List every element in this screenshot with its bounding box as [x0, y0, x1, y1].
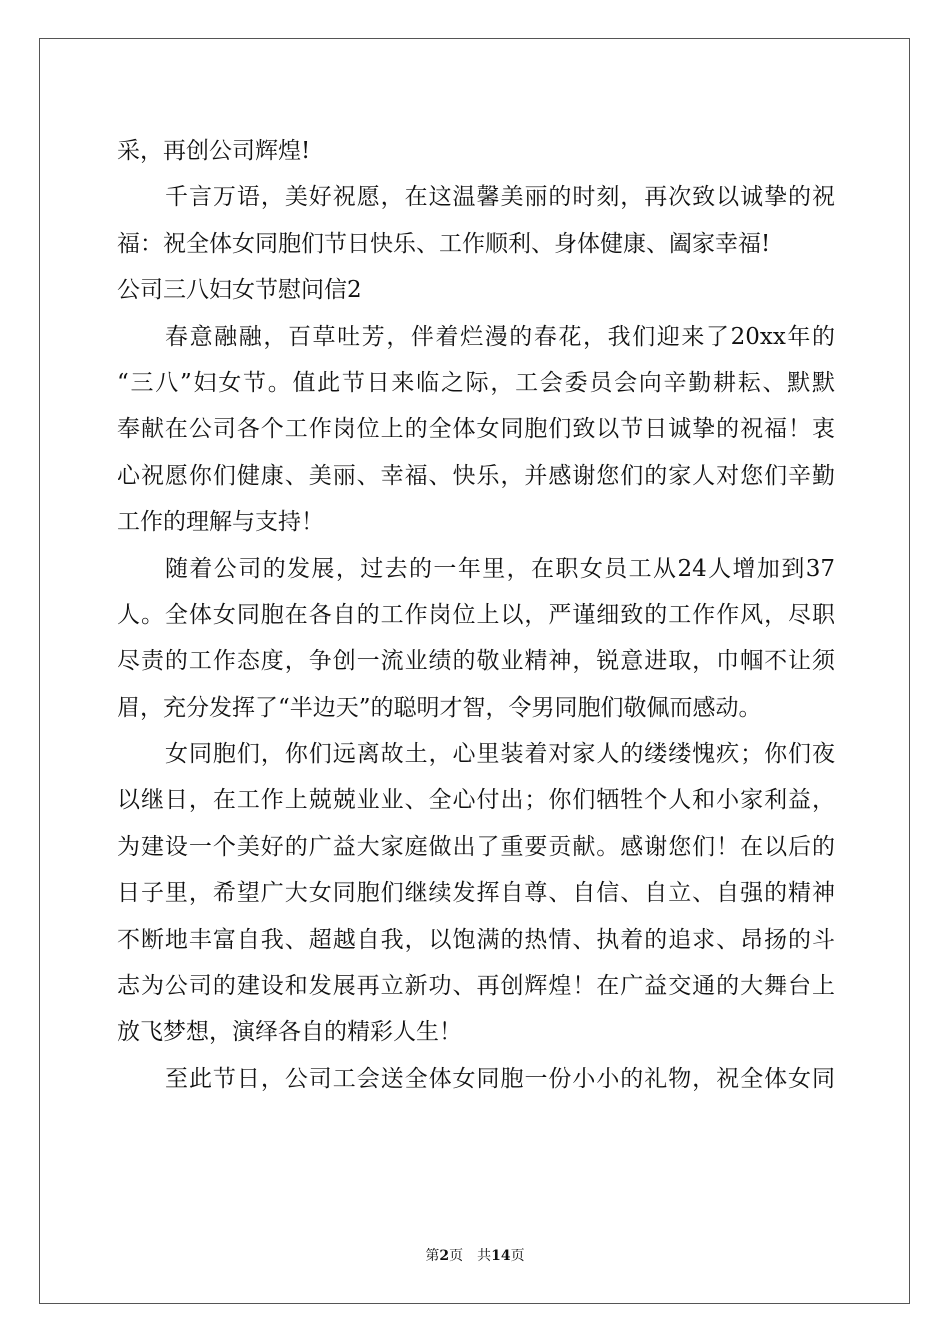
text-line: 心祝愿你们健康、美丽、幸福、快乐，并感谢您们的家人对您们辛勤 — [117, 462, 835, 489]
footer-page-suffix: 页 — [449, 1248, 464, 1264]
text-line: 为建设一个美好的广益大家庭做出了重要贡献。感谢您们！在以后的 — [117, 833, 835, 860]
footer-prefix: 第 — [425, 1248, 440, 1264]
text-line: 奉献在公司各个工作岗位上的全体女同胞们致以节日诚挚的祝福！衷 — [117, 416, 835, 443]
text-line: 工作的理解与支持！ — [117, 509, 324, 536]
text-line: 不断地丰富自我、超越自我，以饱满的热情、执着的追求、昂扬的斗 — [117, 926, 835, 953]
document-body — [117, 128, 835, 1102]
text-line: 放飞梦想，演绎各自的精彩人生！ — [117, 1019, 462, 1046]
text-line: 千言万语，美好祝愿，在这温馨美丽的时刻，再次致以诚挚的祝 — [165, 184, 835, 211]
text-line: 以继日，在工作上兢兢业业、全心付出；你们牺牲个人和小家利益， — [117, 787, 835, 814]
text-line: 人。全体女同胞在各自的工作岗位上以，严谨细致的工作作风，尽职 — [117, 601, 835, 628]
text-line: 随着公司的发展，过去的一年里，在职女员工从24人增加到37 — [165, 555, 835, 582]
current-page-number: 2 — [439, 1248, 450, 1264]
text-line: “三八”妇女节。值此节日来临之际，工会委员会向辛勤耕耘、默默 — [117, 369, 835, 396]
text-line: 尽责的工作态度，争创一流业绩的敬业精神，锐意进取，巾帼不让须 — [117, 648, 835, 675]
footer-total-prefix: 共 — [477, 1248, 492, 1264]
text-line: 志为公司的建设和发展再立新功、再创辉煌！在广益交通的大舞台上 — [117, 973, 835, 1000]
page-footer — [0, 1246, 950, 1266]
text-line: 女同胞们，你们远离故土，心里装着对家人的缕缕愧疚；你们夜 — [165, 741, 835, 768]
text-line: 眉，充分发挥了“半边天”的聪明才智，令男同胞们敬佩而感动。 — [117, 694, 762, 721]
text-line: 福：祝全体女同胞们节日快乐、工作顺利、身体健康、阖家幸福! — [117, 230, 771, 257]
footer-total-suffix: 页 — [510, 1248, 525, 1264]
total-page-count: 14 — [491, 1248, 511, 1264]
text-line: 采，再创公司辉煌! — [117, 138, 311, 164]
text-line: 春意融融，百草吐芳，伴着烂漫的春花，我们迎来了20xx年的 — [165, 323, 835, 350]
text-line: 日子里，希望广大女同胞们继续发挥自尊、自信、自立、自强的精神 — [117, 880, 835, 907]
text-line: 至此节日，公司工会送全体女同胞一份小小的礼物，祝全体女同 — [165, 1065, 835, 1092]
section-heading: 公司三八妇女节慰问信2 — [117, 277, 362, 304]
